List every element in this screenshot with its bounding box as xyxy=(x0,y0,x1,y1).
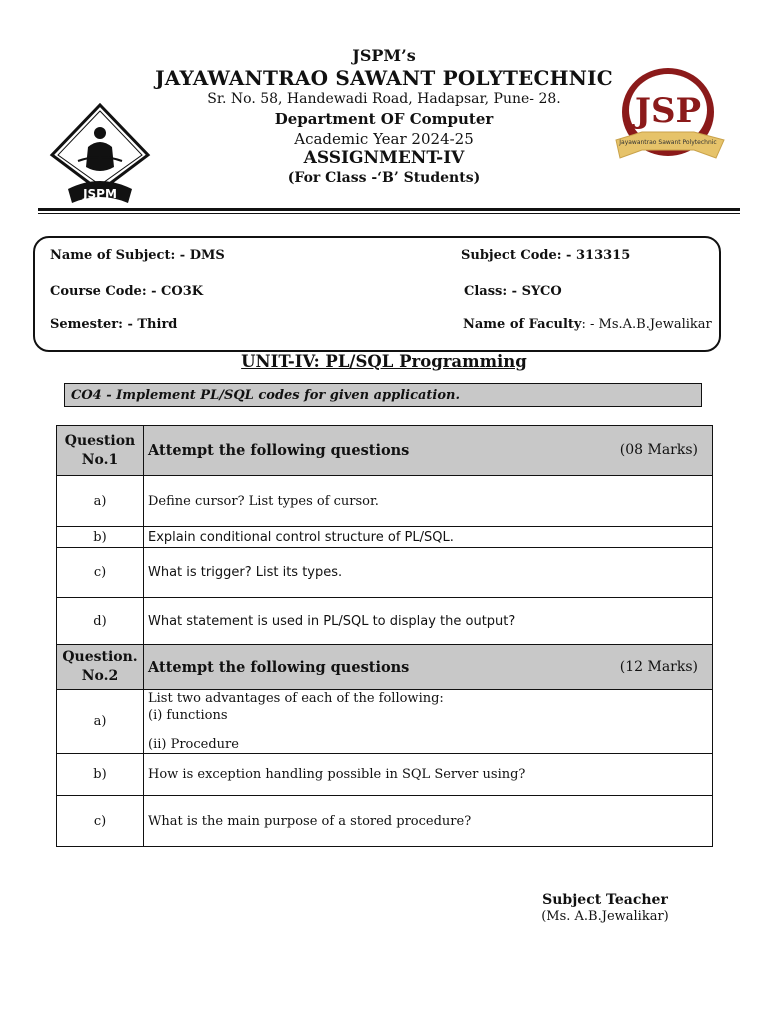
unit-title: UNIT-IV: PL/SQL Programming xyxy=(241,352,527,371)
signature-name: (Ms. A.B.Jewalikar) xyxy=(541,909,669,924)
q1-marks: (08 Marks) xyxy=(619,442,698,458)
question-text: What is the main purpose of a stored procedure? xyxy=(144,796,713,847)
signature-title: Subject Teacher xyxy=(542,892,668,908)
q1-header-row xyxy=(57,426,713,476)
faculty: Name of Faculty: - Ms.A.B.Jewalikar xyxy=(463,317,712,332)
q1-heading: Attempt the following questions xyxy=(148,442,410,459)
table-row: c) What is the main purpose of a stored procedure? xyxy=(57,796,713,847)
q2-heading: Attempt the following questions xyxy=(148,658,410,676)
jspm-logo-text: JSPM xyxy=(83,187,117,201)
q2-marks: (12 Marks) xyxy=(619,658,698,675)
question-text: List two advantages of each of the following: (i) functions (ii) Procedure xyxy=(144,690,713,754)
table-row: c) What is trigger? List its types. xyxy=(57,548,713,598)
table-row: d) What statement is used in PL/SQL to display the output? xyxy=(57,598,713,645)
q2-header-row xyxy=(57,645,713,690)
question-text: What statement is used in PL/SQL to display the output? xyxy=(144,598,713,645)
table-row: b) How is exception handling possible in SQL Server using? xyxy=(57,754,713,796)
department: Department OF Computer xyxy=(274,110,494,128)
for-class: (For Class -‘B’ Students) xyxy=(287,170,481,186)
q2-label: Question. No.2 xyxy=(57,645,144,690)
jsp-logo-ribbon: Jayawantrao Sawant Polytechnic xyxy=(619,139,717,146)
question-text: Explain conditional control structure of PL/SQL. xyxy=(144,527,713,548)
subject-name: Name of Subject: - DMS xyxy=(50,248,225,263)
class: Class: - SYCO xyxy=(464,284,562,299)
course-code: Course Code: - CO3K xyxy=(50,284,204,299)
address: Sr. No. 58, Handewadi Road, Hadapsar, Pune- 28. xyxy=(207,91,561,107)
q1-label: Question No.1 xyxy=(57,426,144,476)
jsp-logo-text: JSP xyxy=(634,91,702,131)
questions-table xyxy=(56,425,713,847)
table-row: b) Explain conditional control structure of PL/SQL. xyxy=(57,527,713,548)
question-text: Define cursor? List types of cursor. xyxy=(144,476,713,527)
semester: Semester: - Third xyxy=(50,317,178,332)
header-rule xyxy=(38,208,740,211)
table-row: a) Define cursor? List types of cursor. xyxy=(57,476,713,527)
question-text: What is trigger? List its types. xyxy=(144,548,713,598)
subject-code: Subject Code: - 313315 xyxy=(461,248,631,263)
header-rule-thin xyxy=(38,213,740,214)
course-outcome: CO4 - Implement PL/SQL codes for given application. xyxy=(64,383,702,407)
question-text: How is exception handling possible in SQL Server using? xyxy=(144,754,713,796)
assignment-title: ASSIGNMENT-IV xyxy=(303,148,465,168)
academic-year: Academic Year 2024-25 xyxy=(294,130,474,148)
group-name: JSPM’s xyxy=(352,46,416,65)
institute-name: JAYAWANTRAO SAWANT POLYTECHNIC xyxy=(155,66,613,90)
table-row: a) List two advantages of each of the following: (i) functions (ii) Procedure xyxy=(57,690,713,754)
